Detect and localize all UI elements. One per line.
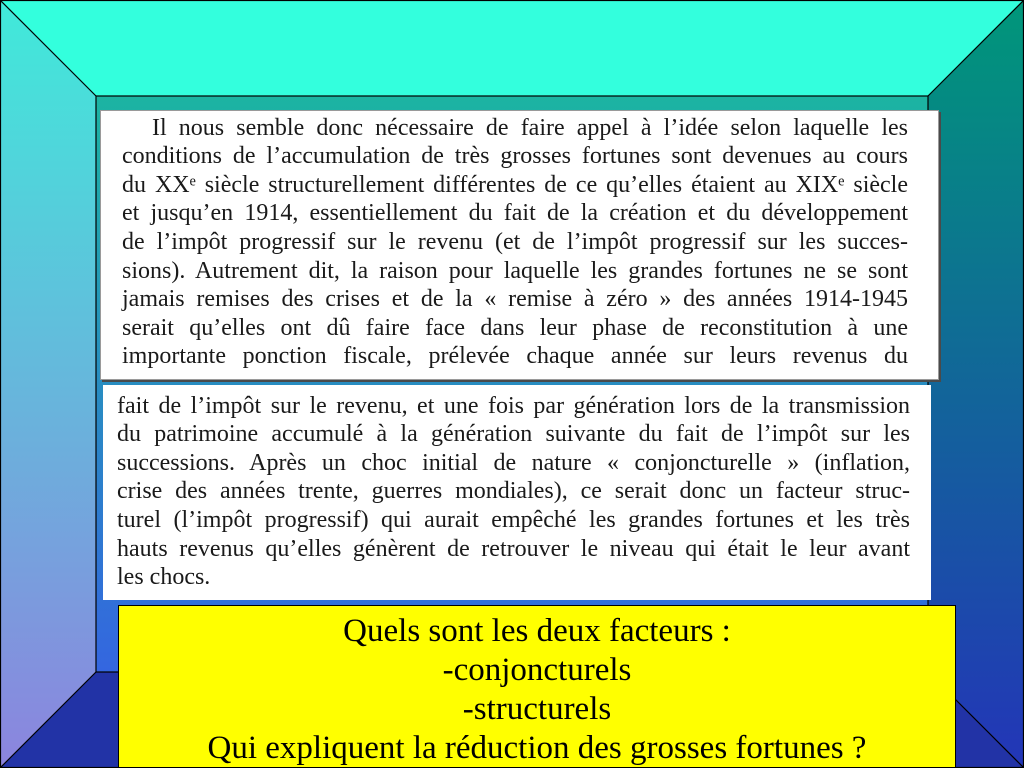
excerpt-line: et jusqu’en 1914, essentiellement du fait de la création et du développement — [122, 200, 908, 227]
excerpt-line: sions). Autrement dit, la raison pour laquelle les grandes fortunes ne se sont — [122, 257, 908, 284]
excerpt-line: conditions de l’accumulation de très grosses fortunes sont devenues au cours — [122, 143, 908, 170]
excerpt-paragraph — [117, 392, 910, 592]
question-box — [118, 605, 956, 768]
excerpt-line: turel (l’impôt progressif) qui aurait empêché les grandes fortunes et les très — [117, 507, 910, 534]
ceiling-panel — [0, 0, 1024, 96]
excerpt-line: de l’impôt progressif sur le revenu (et de l’impôt progressif sur les succes- — [122, 229, 908, 256]
excerpt-line: successions. Après un choc initial de nature « conjoncturelle » (inflation, — [117, 449, 910, 476]
question-title: Quels sont les deux facteurs : — [343, 613, 731, 649]
excerpt-box-part-2 — [103, 385, 931, 600]
excerpt-line: jamais remises des crises et de la « remise à zéro » des années 1914-1945 — [122, 286, 908, 313]
question-factor-item: -conjoncturels — [442, 652, 632, 688]
excerpt-paragraph — [122, 114, 908, 371]
excerpt-line: du XXᵉ siècle structurellement différentes de ce qu’elles étaient au XIXᵉ siècle — [122, 171, 908, 198]
excerpt-line: Il nous semble donc nécessaire de faire appel à l’idée selon laquelle les — [152, 114, 908, 141]
left-wall-panel — [0, 0, 96, 768]
excerpt-line: serait qu’elles ont dû faire face dans leur phase de reconstitution à une — [122, 314, 908, 341]
excerpt-line: crise des années trente, guerres mondiales), ce serait donc un facteur struc- — [117, 478, 910, 505]
excerpt-box-part-1 — [100, 110, 939, 380]
excerpt-line: du patrimoine accumulé à la génération suivante du fait de l’impôt sur les — [117, 421, 910, 448]
excerpt-line: fait de l’impôt sur le revenu, et une fois par génération lors de la transmission — [117, 392, 910, 419]
question-follow-up: Qui expliquent la réduction des grosses fortunes ? — [207, 730, 867, 766]
excerpt-line: hauts revenus qu’elles génèrent de retrouver le niveau qui était le leur avant — [117, 535, 910, 562]
question-factor-item: -structurels — [462, 691, 612, 727]
excerpt-line: les chocs. — [117, 564, 211, 591]
excerpt-line: importante ponction fiscale, prélevée chaque année sur leurs revenus du — [122, 343, 908, 370]
